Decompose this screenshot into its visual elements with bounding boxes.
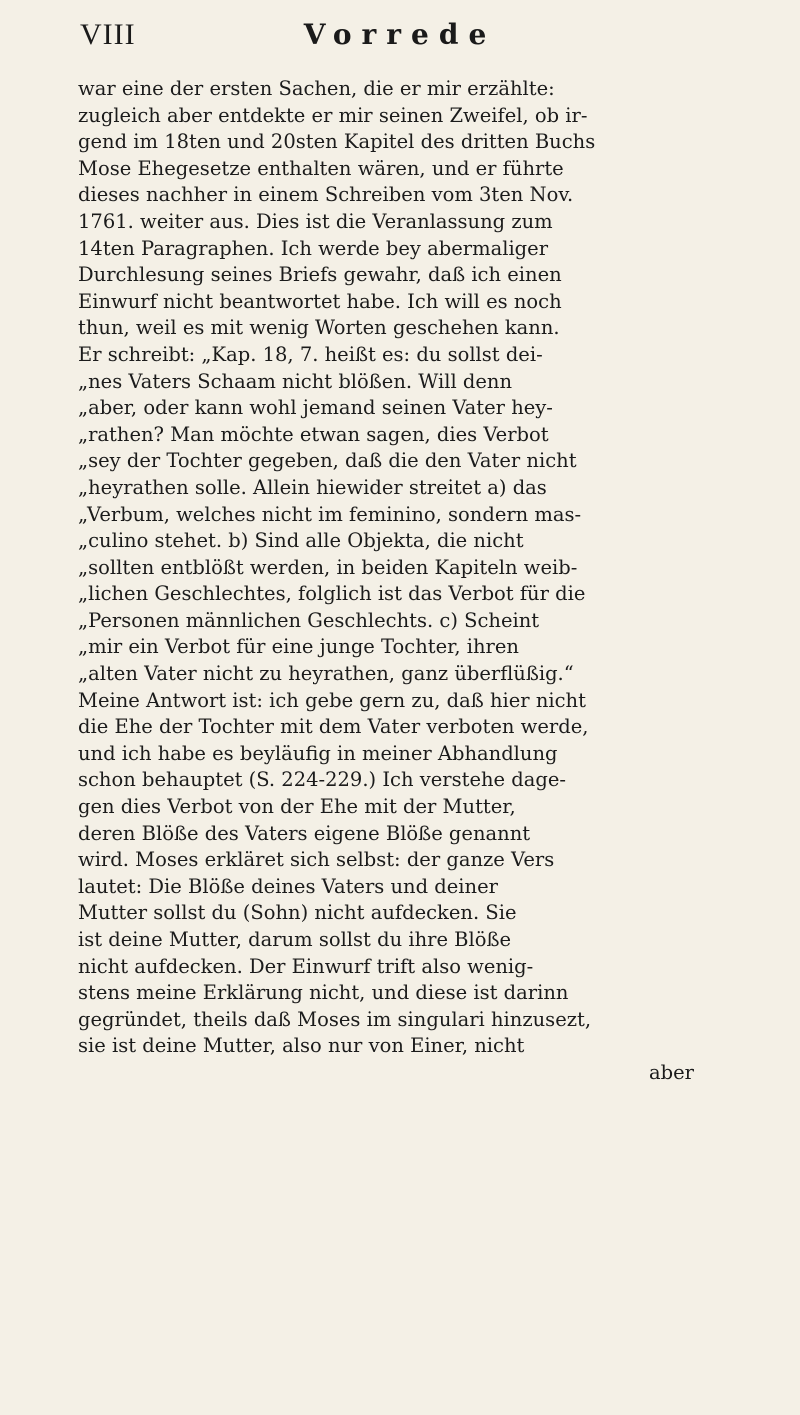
text-line: gend im 18ten und 20sten Kapitel des dritten Buchs [78,130,596,154]
text-line: lautet: Die Blöße deines Vaters und deiner [78,874,498,898]
catchword: aber [649,1060,694,1084]
text-line: „aber, oder kann wohl jemand seinen Vater hey- [78,396,553,420]
text-line: sie ist deine Mutter, also nur von Einer, nicht [78,1034,525,1058]
text-line: deren Blöße des Vaters eigene Blöße genannt [78,821,531,845]
text-line: Mutter sollst du (Sohn) nicht aufdecken. Sie [78,901,517,925]
text-line: „alten Vater nicht zu heyrathen, ganz überflüßig.“ [78,662,574,686]
text-line: 14ten Paragraphen. Ich werde bey abermaliger [78,236,549,260]
text-line: Er schreibt: „Kap. 18, 7. heißt es: du sollst dei- [78,342,543,366]
text-line: „culino stehet. b) Sind alle Objekta, die nicht [78,529,524,553]
text-line: zugleich aber entdekte er mir seinen Zweifel, ob ir- [78,103,588,127]
text-line: dieses nachher in einem Schreiben vom 3ten Nov. [78,183,574,207]
text-line: „Verbum, welches nicht im feminino, sondern mas- [78,502,582,526]
text-line: gen dies Verbot von der Ehe mit der Mutter, [78,795,516,819]
page-header [80,18,720,58]
text-line: „sollten entblößt werden, in beiden Kapiteln weib- [78,555,578,579]
text-line: Durchlesung seines Briefs gewahr, daß ich einen [78,263,562,287]
text-line: „mir ein Verbot für eine junge Tochter, ihren [78,635,519,659]
text-line: 1761. weiter aus. Dies ist die Veranlassung zum [78,209,553,233]
text-line: thun, weil es mit wenig Worten geschehen kann. [78,316,560,340]
text-line: stens meine Erklärung nicht, und diese ist darinn [78,981,569,1005]
text-line: „sey der Tochter gegeben, daß die den Vater nicht [78,449,577,473]
body-text [78,76,728,1087]
text-line: Mose Ehegesetze enthalten wären, und er führte [78,156,564,180]
running-head: Vorrede [303,18,497,51]
text-line: „heyrathen solle. Allein hiewider streitet a) das [78,475,547,499]
text-line: „nes Vaters Schaam nicht blößen. Will denn [78,369,513,393]
text-line: nicht aufdecken. Der Einwurf trift also wenig- [78,954,534,978]
text-line: die Ehe der Tochter mit dem Vater verboten werde, [78,715,589,739]
text-line: war eine der ersten Sachen, die er mir erzählte: [78,77,555,100]
page-number: VIII [80,18,136,51]
text-line: „lichen Geschlechtes, folglich ist das Verbot für die [78,582,586,606]
text-line: „Personen männlichen Geschlechts. c) Scheint [78,608,540,632]
text-line: wird. Moses erkläret sich selbst: der ganze Vers [78,848,555,872]
text-line: „rathen? Man möchte etwan sagen, dies Verbot [78,422,549,446]
text-line: ist deine Mutter, darum sollst du ihre Blöße [78,928,512,951]
text-line: schon behauptet (S. 224-229.) Ich verstehe dage- [78,768,567,792]
text-line: und ich habe es beyläufig in meiner Abhandlung [78,741,558,765]
text-line: Einwurf nicht beantwortet habe. Ich will es noch [78,289,562,313]
text-line: gegründet, theils daß Moses im singulari hinzusezt, [78,1007,592,1031]
text-line: Meine Antwort ist: ich gebe gern zu, daß hier nicht [78,688,586,712]
